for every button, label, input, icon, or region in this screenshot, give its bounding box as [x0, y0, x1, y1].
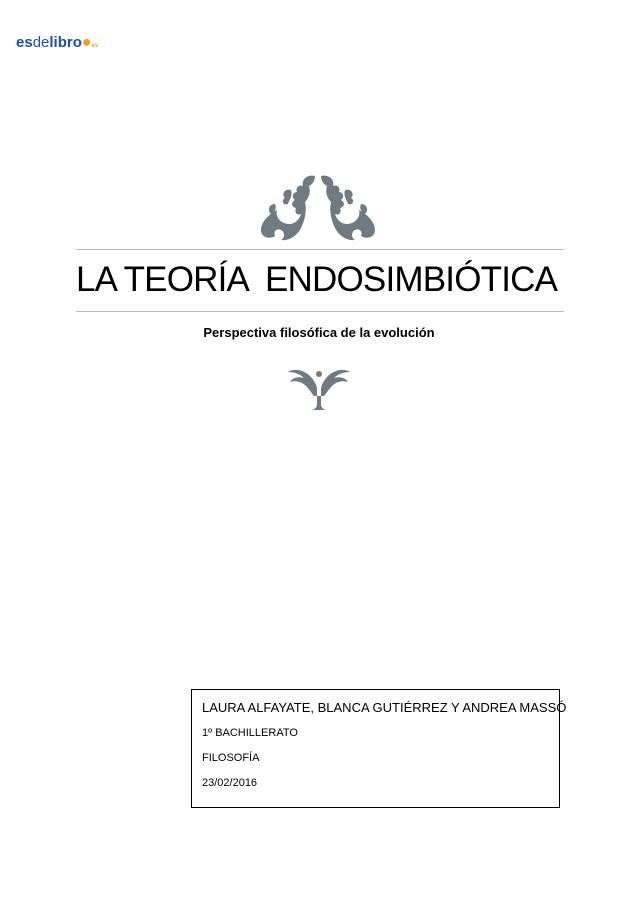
- title-top-rule: [76, 249, 564, 250]
- course-text: 1º BACHILLERATO: [202, 727, 298, 739]
- title-bottom-rule: [76, 311, 564, 312]
- logo-part-de: de: [32, 34, 50, 51]
- logo-dot: ●: [81, 34, 92, 51]
- document-title: LA TEORÍA ENDOSIMBIÓTICA: [76, 260, 558, 299]
- logo-tld: es: [91, 43, 99, 49]
- author-info-box: [191, 689, 567, 808]
- document-subtitle: Perspectiva filosófica de la evolución: [203, 325, 435, 340]
- logo-part-es: es: [16, 34, 33, 51]
- floral-flourish-icon: [255, 170, 381, 242]
- date-text: 23/02/2016: [202, 777, 258, 789]
- esdelibro-logo: [16, 34, 98, 55]
- subject-text: FILOSOFÍA: [202, 752, 260, 764]
- fleuron-icon: [286, 366, 352, 412]
- authors-text: LAURA ALFAYATE, BLANCA GUTIÉRREZ Y ANDREA MASSÓ: [202, 700, 567, 715]
- logo-part-libro: libro: [49, 34, 82, 51]
